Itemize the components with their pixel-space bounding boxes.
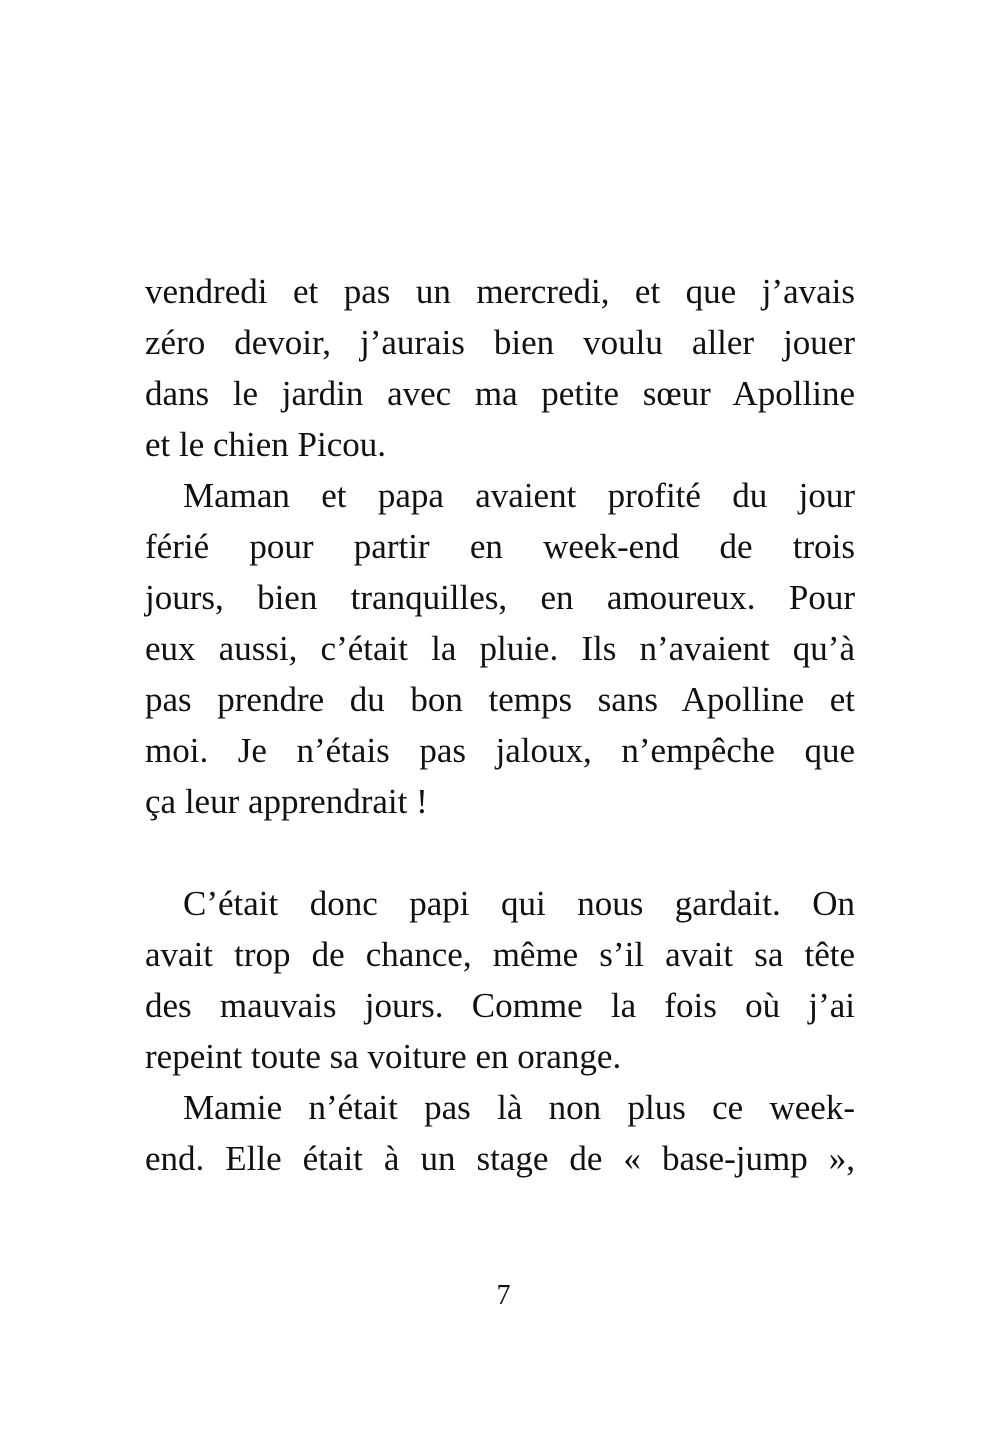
text-line: end. Elle était à un stage de « base-jump », xyxy=(145,1139,855,1178)
paragraph-3 xyxy=(145,878,855,1082)
paragraph-2 xyxy=(145,470,855,827)
text-line: repeint toute sa voiture en orange. xyxy=(145,1037,622,1076)
text-line: ça leur apprendrait ! xyxy=(145,782,428,821)
text-line: zéro devoir, j’aurais bien voulu aller jouer xyxy=(145,323,855,362)
paragraph-4 xyxy=(145,1082,855,1184)
text-line: dans le jardin avec ma petite sœur Apolline xyxy=(145,374,855,413)
page-number: 7 xyxy=(496,1280,511,1311)
paragraph-1 xyxy=(145,266,855,470)
text-line: et le chien Picou. xyxy=(145,425,387,464)
text-line: avait trop de chance, même s’il avait sa tête xyxy=(145,935,855,974)
text-line: pas prendre du bon temps sans Apolline et xyxy=(145,680,855,719)
text-line: Mamie n’était pas là non plus ce week- xyxy=(183,1088,855,1127)
text-line: des mauvais jours. Comme la fois où j’ai xyxy=(145,986,855,1025)
text-line: Maman et papa avaient profité du jour xyxy=(183,476,855,515)
section-break xyxy=(145,827,855,878)
text-line: C’était donc papi qui nous gardait. On xyxy=(183,884,855,923)
text-line: vendredi et pas un mercredi, et que j’avais xyxy=(145,272,855,311)
body-text xyxy=(145,266,855,1184)
text-line: moi. Je n’étais pas jaloux, n’empêche que xyxy=(145,731,855,770)
text-line: férié pour partir en week-end de trois xyxy=(145,527,855,566)
text-line: eux aussi, c’était la pluie. Ils n’avaient qu’à xyxy=(145,629,855,668)
text-line: jours, bien tranquilles, en amoureux. Pour xyxy=(145,578,855,617)
